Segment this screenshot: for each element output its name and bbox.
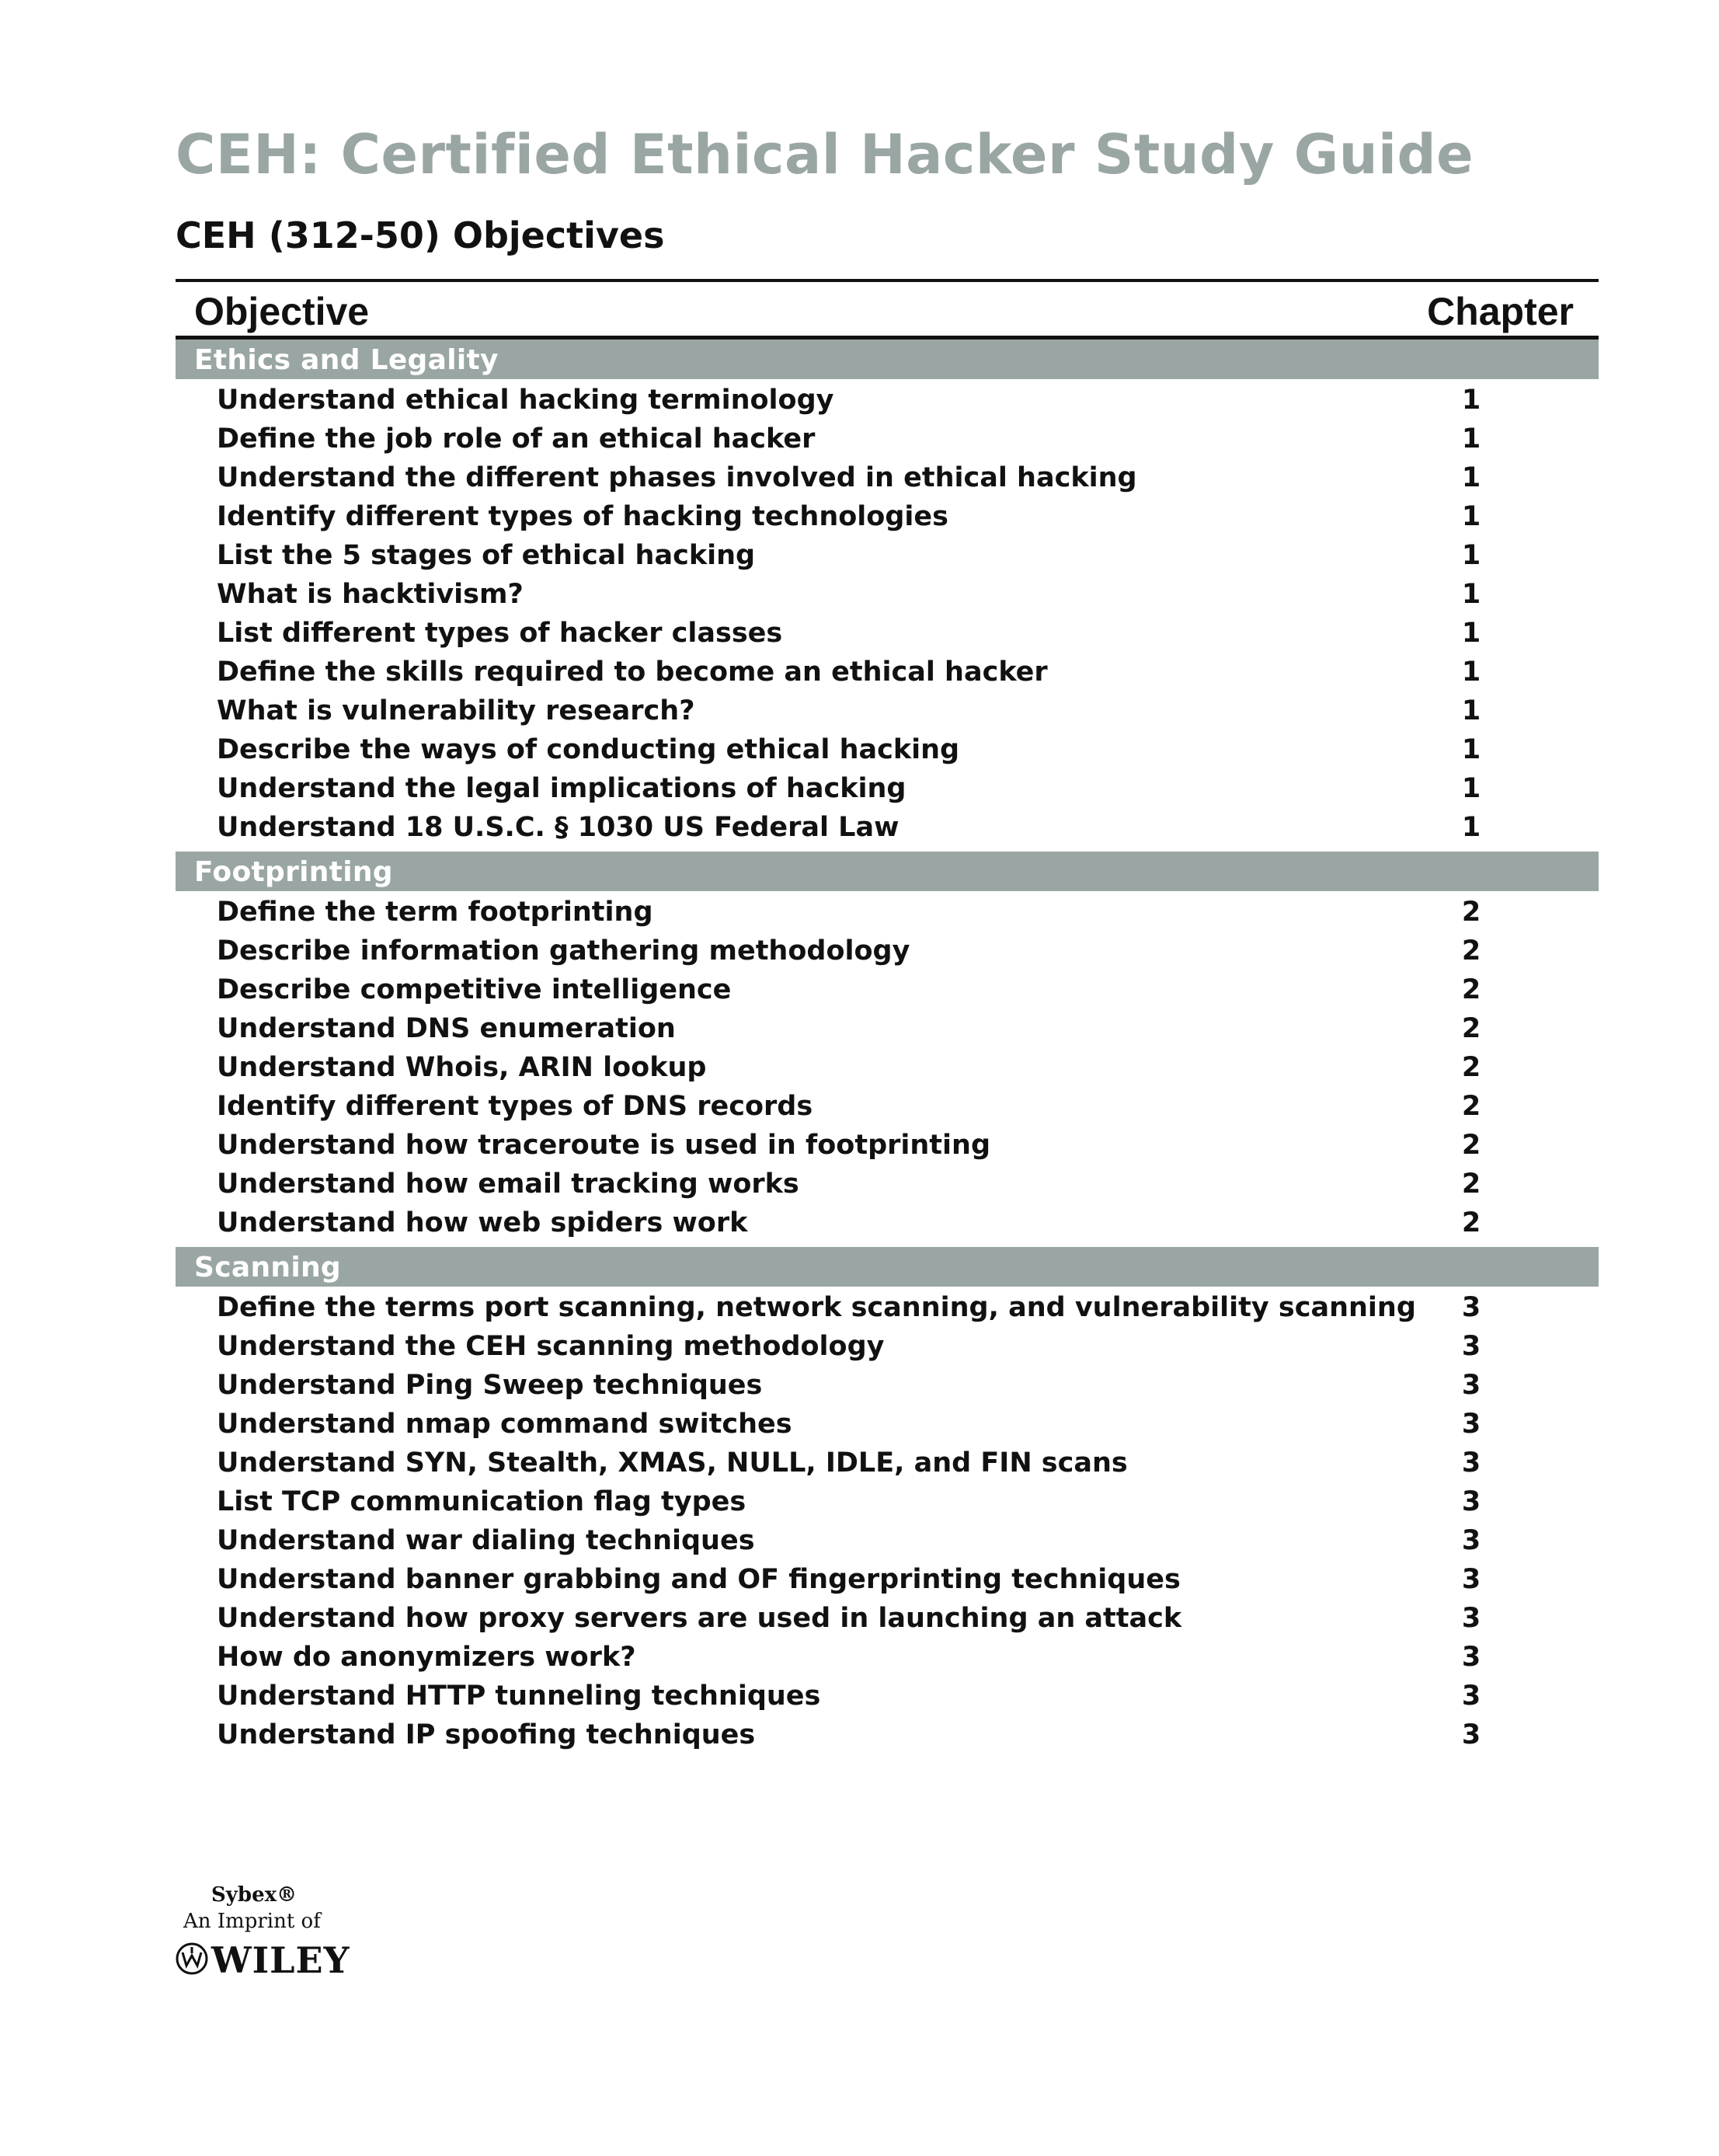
chapter-number: 2: [1461, 1207, 1481, 1238]
page-title: CEH: Certified Ethical Hacker Study Guide: [176, 123, 1474, 186]
table-row: [176, 535, 1599, 573]
table-row: [176, 1442, 1599, 1481]
table-row: [176, 1047, 1599, 1085]
chapter-number: 3: [1461, 1603, 1481, 1634]
table-header: [176, 282, 1599, 340]
table-row: [176, 1008, 1599, 1047]
chapter-number: 2: [1461, 935, 1481, 967]
objective-text: Define the job role of an ethical hacker: [217, 423, 816, 455]
section-spacer: [176, 1753, 1599, 1759]
objective-text: Describe competitive intelligence: [217, 974, 732, 1005]
objective-text: Understand how email tracking works: [217, 1169, 799, 1200]
objective-text: Understand HTTP tunneling techniques: [217, 1681, 821, 1712]
chapter-number: 1: [1461, 812, 1481, 843]
chapter-number: 2: [1461, 1013, 1481, 1044]
objective-text: What is hacktivism?: [217, 579, 524, 610]
objective-text: Identify different types of hacking technologies: [217, 501, 948, 532]
table-row: [176, 729, 1599, 768]
objective-text: What is vulnerability research?: [217, 695, 695, 726]
objective-text: List different types of hacker classes: [217, 618, 783, 649]
objective-text: List TCP communication flag types: [217, 1486, 746, 1517]
chapter-number: 3: [1461, 1681, 1481, 1712]
chapter-number: 2: [1461, 1130, 1481, 1161]
chapter-number: 1: [1461, 462, 1481, 493]
section-spacer: [176, 845, 1599, 852]
chapter-number: 2: [1461, 974, 1481, 1005]
objective-text: How do anonymizers work?: [217, 1642, 636, 1673]
objective-text: Understand IP spoofing techniques: [217, 1719, 756, 1750]
table-row: [176, 1559, 1599, 1597]
chapter-number: 2: [1461, 1091, 1481, 1122]
chapter-number: 1: [1461, 734, 1481, 765]
page-subtitle: CEH (312-50) Objectives: [176, 214, 665, 256]
chapter-number: 3: [1461, 1331, 1481, 1362]
table-row: [176, 457, 1599, 496]
objective-text: List the 5 stages of ethical hacking: [217, 540, 756, 571]
objective-text: Describe the ways of conducting ethical hacking: [217, 734, 960, 765]
table-row: [176, 1403, 1599, 1442]
table-row: [176, 1714, 1599, 1753]
objective-text: Define the skills required to become an ethical hacker: [217, 657, 1048, 688]
objective-text: Understand Ping Sweep techniques: [217, 1370, 763, 1401]
chapter-number: 1: [1461, 501, 1481, 532]
chapter-number: 1: [1461, 540, 1481, 571]
table-row: [176, 1124, 1599, 1163]
table-row: [176, 612, 1599, 651]
table-row: [176, 496, 1599, 535]
table-row: [176, 930, 1599, 969]
section-title: Footprinting: [194, 856, 393, 888]
chapter-number: 1: [1461, 695, 1481, 726]
section-header: [176, 1247, 1599, 1287]
chapter-number: 1: [1461, 385, 1481, 416]
objective-text: Understand ethical hacking terminology: [217, 385, 834, 416]
table-row: [176, 1520, 1599, 1559]
objective-text: Understand how proxy servers are used in launching an attack: [217, 1603, 1182, 1634]
chapter-number: 1: [1461, 618, 1481, 649]
chapter-number: 3: [1461, 1525, 1481, 1556]
table-row: [176, 969, 1599, 1008]
section-header: [176, 852, 1599, 891]
objective-text: Understand 18 U.S.C. § 1030 US Federal Law: [217, 812, 900, 843]
table-row: [176, 806, 1599, 845]
chapter-number: 1: [1461, 773, 1481, 804]
table-row: [176, 1325, 1599, 1364]
objective-text: Define the term footprinting: [217, 897, 653, 928]
chapter-number: 3: [1461, 1642, 1481, 1673]
objective-text: Understand the CEH scanning methodology: [217, 1331, 885, 1362]
table-row: [176, 379, 1599, 418]
objectives-table: [176, 279, 1599, 1759]
chapter-number: 3: [1461, 1447, 1481, 1479]
table-row: [176, 768, 1599, 806]
wiley-wordmark: WILEY: [211, 1939, 350, 1981]
chapter-number: 2: [1461, 897, 1481, 928]
chapter-number: 3: [1461, 1564, 1481, 1595]
table-row: [176, 651, 1599, 690]
table-row: [176, 1636, 1599, 1675]
table-row: [176, 1202, 1599, 1241]
table-row: [176, 1085, 1599, 1124]
table-row: [176, 891, 1599, 930]
chapter-number: 1: [1461, 657, 1481, 688]
chapter-number: 2: [1461, 1052, 1481, 1083]
objective-text: Understand the legal implications of hacking: [217, 773, 906, 804]
section-title: Scanning: [194, 1252, 341, 1283]
chapter-number: 3: [1461, 1370, 1481, 1401]
section-spacer: [176, 1241, 1599, 1247]
chapter-number: 3: [1461, 1292, 1481, 1323]
table-row: [176, 418, 1599, 457]
table-row: [176, 1163, 1599, 1202]
objective-text: Describe information gathering methodology: [217, 935, 910, 967]
objective-text: Understand the different phases involved in ethical hacking: [217, 462, 1137, 493]
objective-text: Understand nmap command switches: [217, 1409, 792, 1440]
section-header: [176, 340, 1599, 379]
table-row: [176, 1597, 1599, 1636]
table-row: [176, 690, 1599, 729]
objective-text: Define the terms port scanning, network scanning, and vulnerability scanning: [217, 1292, 1416, 1323]
sybex-label: Sybex®: [211, 1883, 298, 1907]
wiley-logo: [176, 1939, 350, 1981]
objective-text: Understand SYN, Stealth, XMAS, NULL, IDLE, and FIN scans: [217, 1447, 1128, 1479]
chapter-number: 1: [1461, 579, 1481, 610]
table-row: [176, 1675, 1599, 1714]
objective-text: Understand how web spiders work: [217, 1207, 748, 1238]
objective-text: Understand Whois, ARIN lookup: [217, 1052, 707, 1083]
wiley-emblem-icon: [176, 1942, 208, 1975]
table-row: [176, 573, 1599, 612]
header-objective: Objective: [194, 290, 370, 333]
objective-text: Identify different types of DNS records: [217, 1091, 813, 1122]
chapter-number: 2: [1461, 1169, 1481, 1200]
objective-text: Understand war dialing techniques: [217, 1525, 755, 1556]
table-row: [176, 1287, 1599, 1325]
objective-text: Understand banner grabbing and OF fingerprinting techniques: [217, 1564, 1181, 1595]
chapter-number: 1: [1461, 423, 1481, 455]
chapter-number: 3: [1461, 1486, 1481, 1517]
chapter-number: 3: [1461, 1719, 1481, 1750]
header-chapter: Chapter: [1427, 290, 1574, 333]
imprint-label: An Imprint of: [183, 1910, 321, 1933]
objective-text: Understand how traceroute is used in footprinting: [217, 1130, 990, 1161]
table-body: [176, 340, 1599, 1759]
table-row: [176, 1364, 1599, 1403]
objective-text: Understand DNS enumeration: [217, 1013, 676, 1044]
table-row: [176, 1481, 1599, 1520]
section-title: Ethics and Legality: [194, 344, 499, 376]
chapter-number: 3: [1461, 1409, 1481, 1440]
